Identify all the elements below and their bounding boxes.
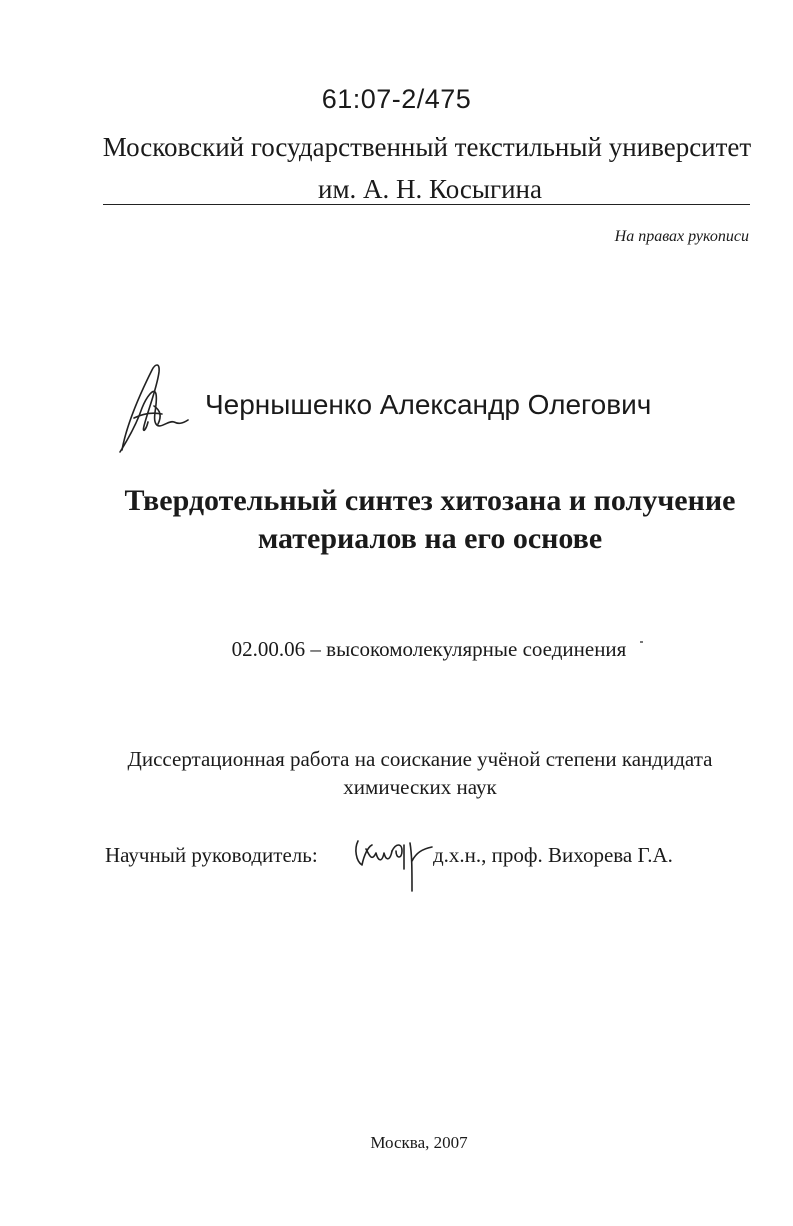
city-year: Москва, 2007	[370, 1133, 468, 1152]
author-signature	[112, 358, 192, 458]
university-dedication: им. А. Н. Косыгина	[318, 174, 542, 204]
supervisor-label: Научный руководитель:	[105, 843, 318, 867]
thesis-title-line1: Твердотельный синтез хитозана и получение	[124, 484, 736, 517]
specialty-code: 02.00.06 – высокомолекулярные соединения	[231, 637, 627, 661]
supervisor-name: д.х.н., проф. Вихорева Г.А.	[433, 843, 673, 867]
thesis-title	[60, 482, 793, 558]
manuscript-note: На правах рукописи	[614, 228, 749, 245]
university-name: Московский государственный текстильный университет	[102, 132, 752, 162]
degree-statement	[100, 745, 740, 801]
scan-speck	[640, 641, 643, 643]
catalog-number: 61:07-2/475	[321, 84, 472, 114]
thesis-title-line2: материалов на его основе	[257, 522, 603, 555]
degree-line2: химических наук	[343, 775, 497, 799]
header-rule	[103, 204, 750, 205]
degree-line1: Диссертационная работа на соискание учёной степени кандидата	[127, 747, 713, 771]
author-name: Чернышенко Александр Олегович	[205, 389, 652, 420]
supervisor-signature	[352, 835, 434, 895]
